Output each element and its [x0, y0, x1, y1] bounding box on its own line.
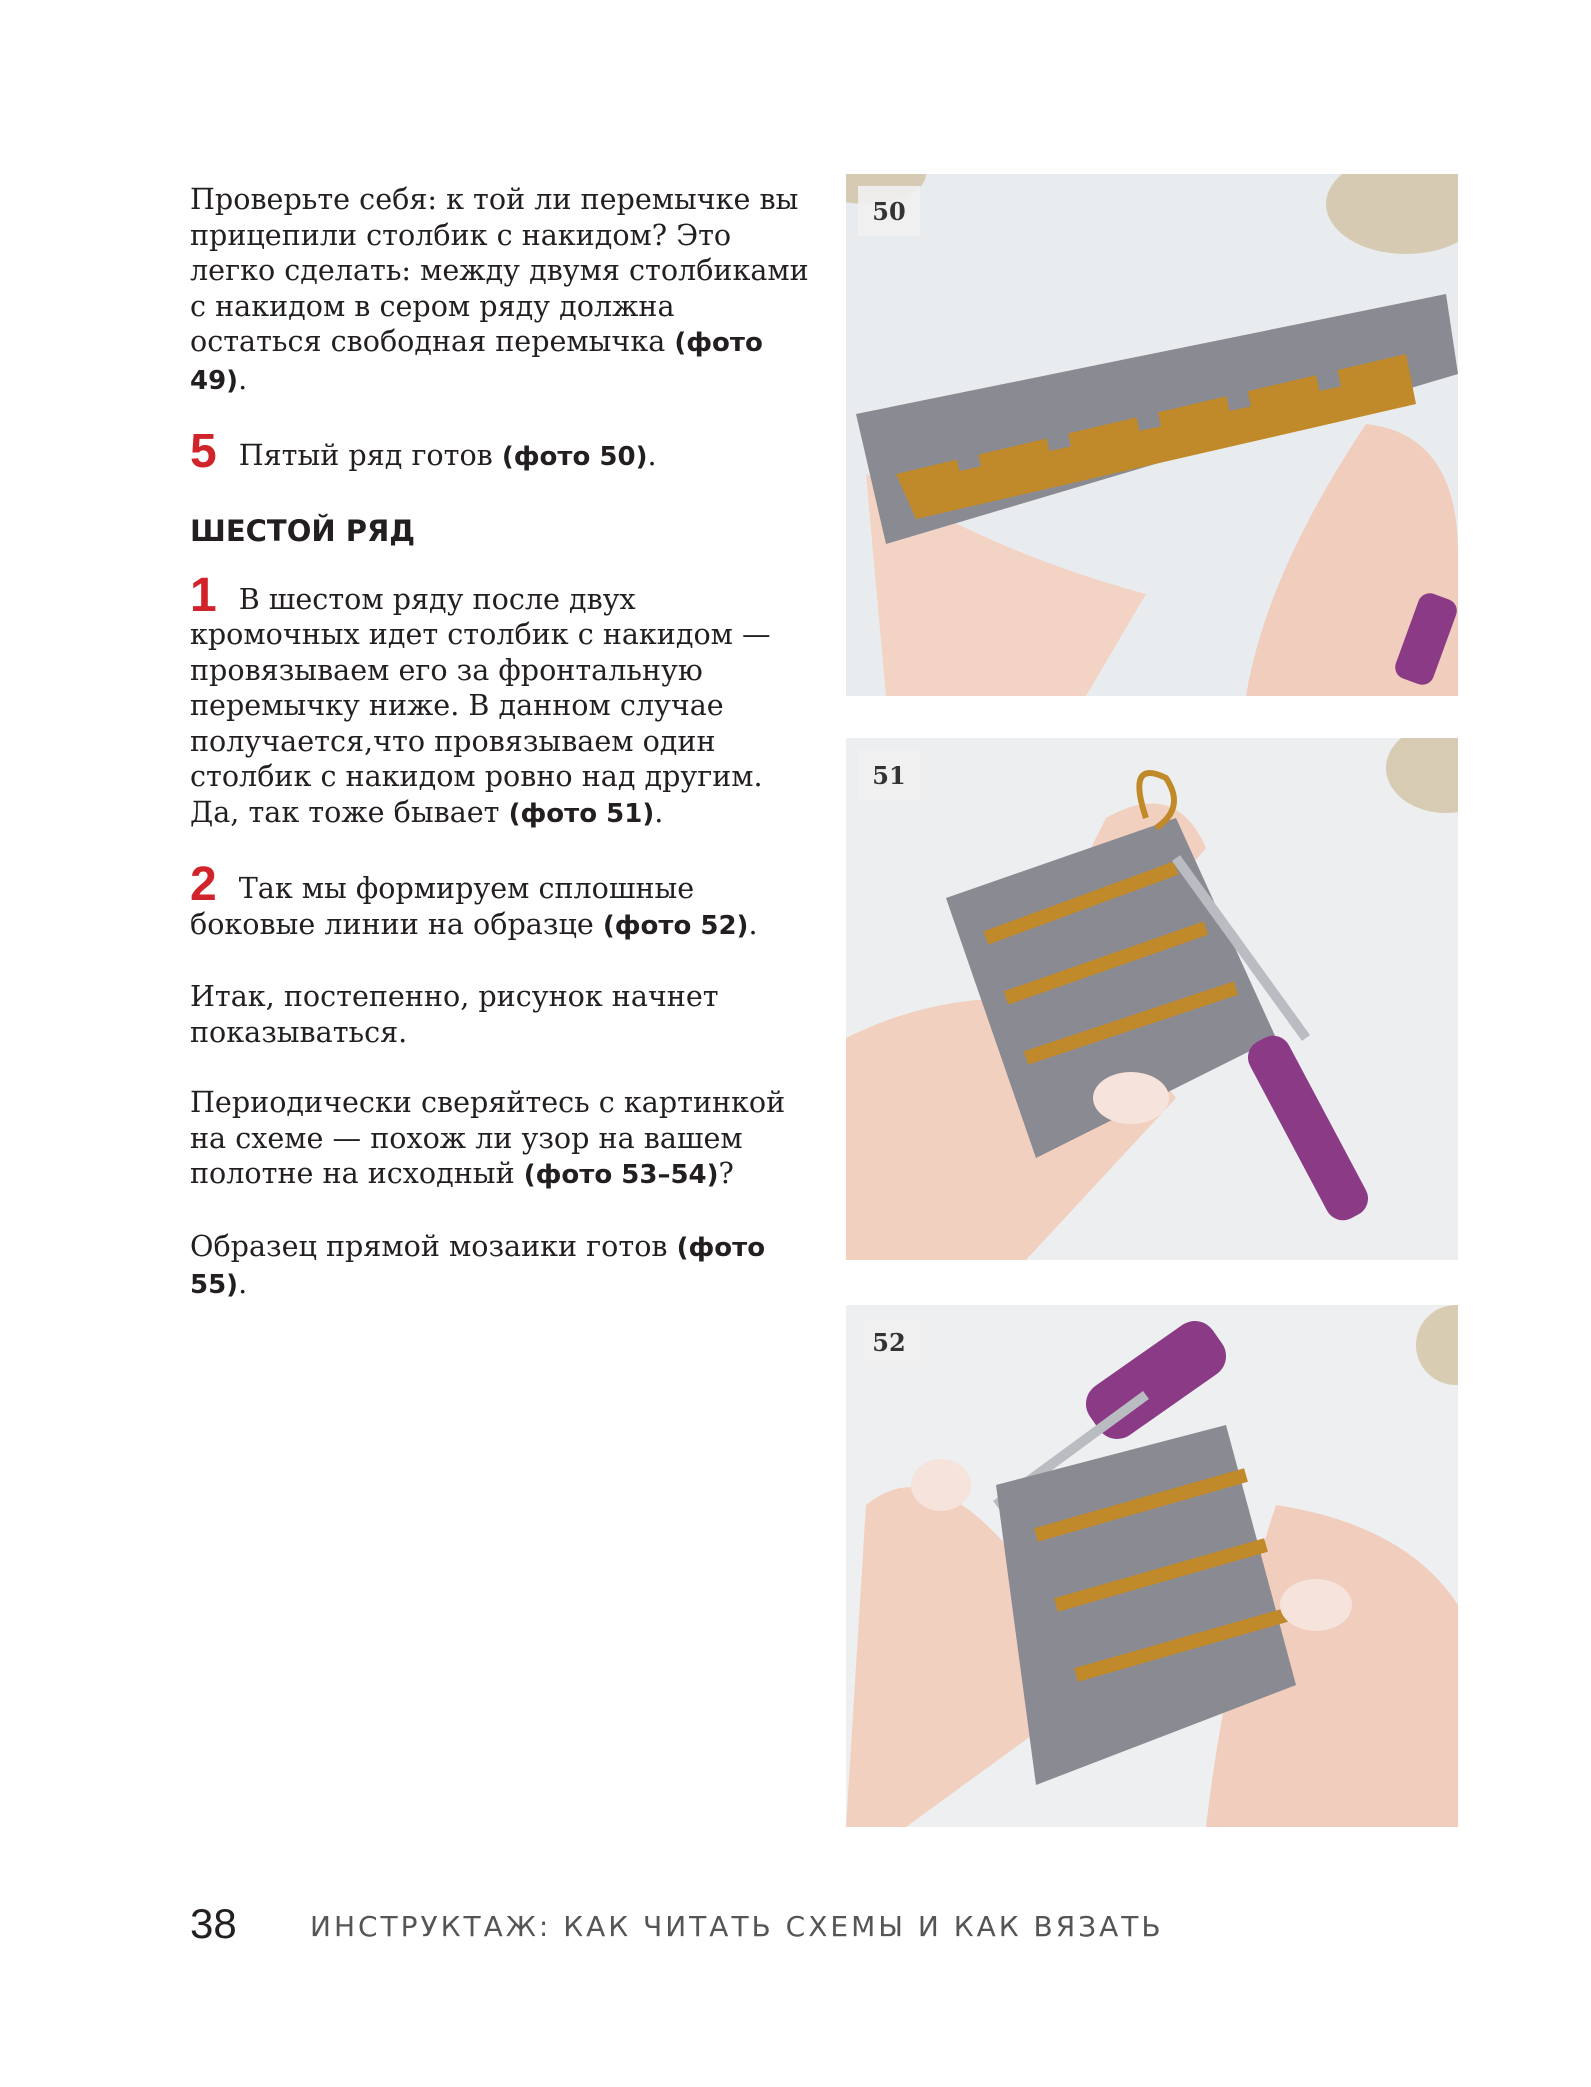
paragraph-itak: Итак, постепенно, рисунок начнет показываться. — [190, 979, 719, 1049]
photo-52 — [846, 1305, 1458, 1827]
photo-50 — [846, 174, 1458, 696]
photo-ref-51: (фото 51) — [508, 798, 655, 829]
paragraph-check-text: Проверьте себя: к той ли перемычке вы прицепили столбик с накидом? Это легко сделать: между двумя столбиками с накидом в сером ряду должна остаться свободная перемычка — [190, 182, 809, 358]
step-number-1: 1 — [190, 568, 217, 622]
photo-ref-52: (фото 52) — [602, 910, 749, 941]
paragraph-periodically: Периодически сверяйтесь с картинкой на схеме — похож ли узор на вашем полотне на исходный (фото 53–54)? — [190, 1085, 786, 1190]
step-5-text: Пятый ряд готов — [238, 438, 493, 472]
step-5: 5 Пятый ряд готов (фото 50). — [190, 425, 657, 478]
step-number-5: 5 — [190, 425, 217, 478]
step-number-2: 2 — [190, 858, 217, 911]
step-1: 1 В шестом ряду после двух кромочных идет столбик с накидом — провязываем его за фронтальную перемычку ниже. В данном случае получается,что провязываем один столбик с накидом ровно над другим. Да, так тоже бывает (фото 51). — [190, 568, 771, 829]
photo-51 — [846, 738, 1458, 1260]
paragraph-done: Образец прямой мозаики готов (фото 55). — [190, 1228, 766, 1300]
photo-51-label: 51 — [858, 750, 920, 800]
step-2: 2 Так мы формируем сплошные боковые линии на образце (фото 52). — [190, 858, 758, 941]
paragraph-periodically-text: Периодически сверяйтесь с картинкой на схеме — похож ли узор на вашем полотне на исходный — [190, 1085, 786, 1190]
photo-52-label: 52 — [858, 1317, 920, 1367]
photo-52-image — [846, 1305, 1458, 1827]
main-text-column — [190, 182, 810, 1304]
section-heading: ШЕСТОЙ РЯД — [190, 513, 416, 548]
photo-ref-49: (фото 49) — [190, 328, 763, 396]
paragraph-done-text: Образец прямой мозаики готов — [190, 1228, 668, 1263]
step-2-text: Так мы формируем сплошные боковые линии на образце — [190, 871, 695, 941]
photo-ref-50: (фото 50) — [501, 442, 648, 472]
photo-50-image — [846, 174, 1458, 696]
photo-50-label: 50 — [858, 186, 920, 236]
page-number: 38 — [190, 1900, 237, 1947]
photo-ref-55: (фото 55) — [190, 1232, 766, 1300]
photo-51-image — [846, 738, 1458, 1260]
running-footer-title: ИНСТРУКТАЖ: КАК ЧИТАТЬ СХЕМЫ И КАК ВЯЗАТЬ — [310, 1910, 1164, 1943]
paragraph-check: Проверьте себя: к той ли перемычке вы прицепили столбик с накидом? Это легко сделать: между двумя столбиками с накидом в сером ряду должна остаться свободная перемычка (фото 49). — [190, 182, 809, 396]
photo-ref-53-54: (фото 53–54) — [523, 1160, 719, 1190]
step-1-text: В шестом ряду после двух кромочных идет столбик с накидом — провязываем его за фронтальную перемычку ниже. В данном случае получается,что провязываем один столбик с накидом ровно над другим. Да, так тоже бывает — [190, 581, 771, 829]
